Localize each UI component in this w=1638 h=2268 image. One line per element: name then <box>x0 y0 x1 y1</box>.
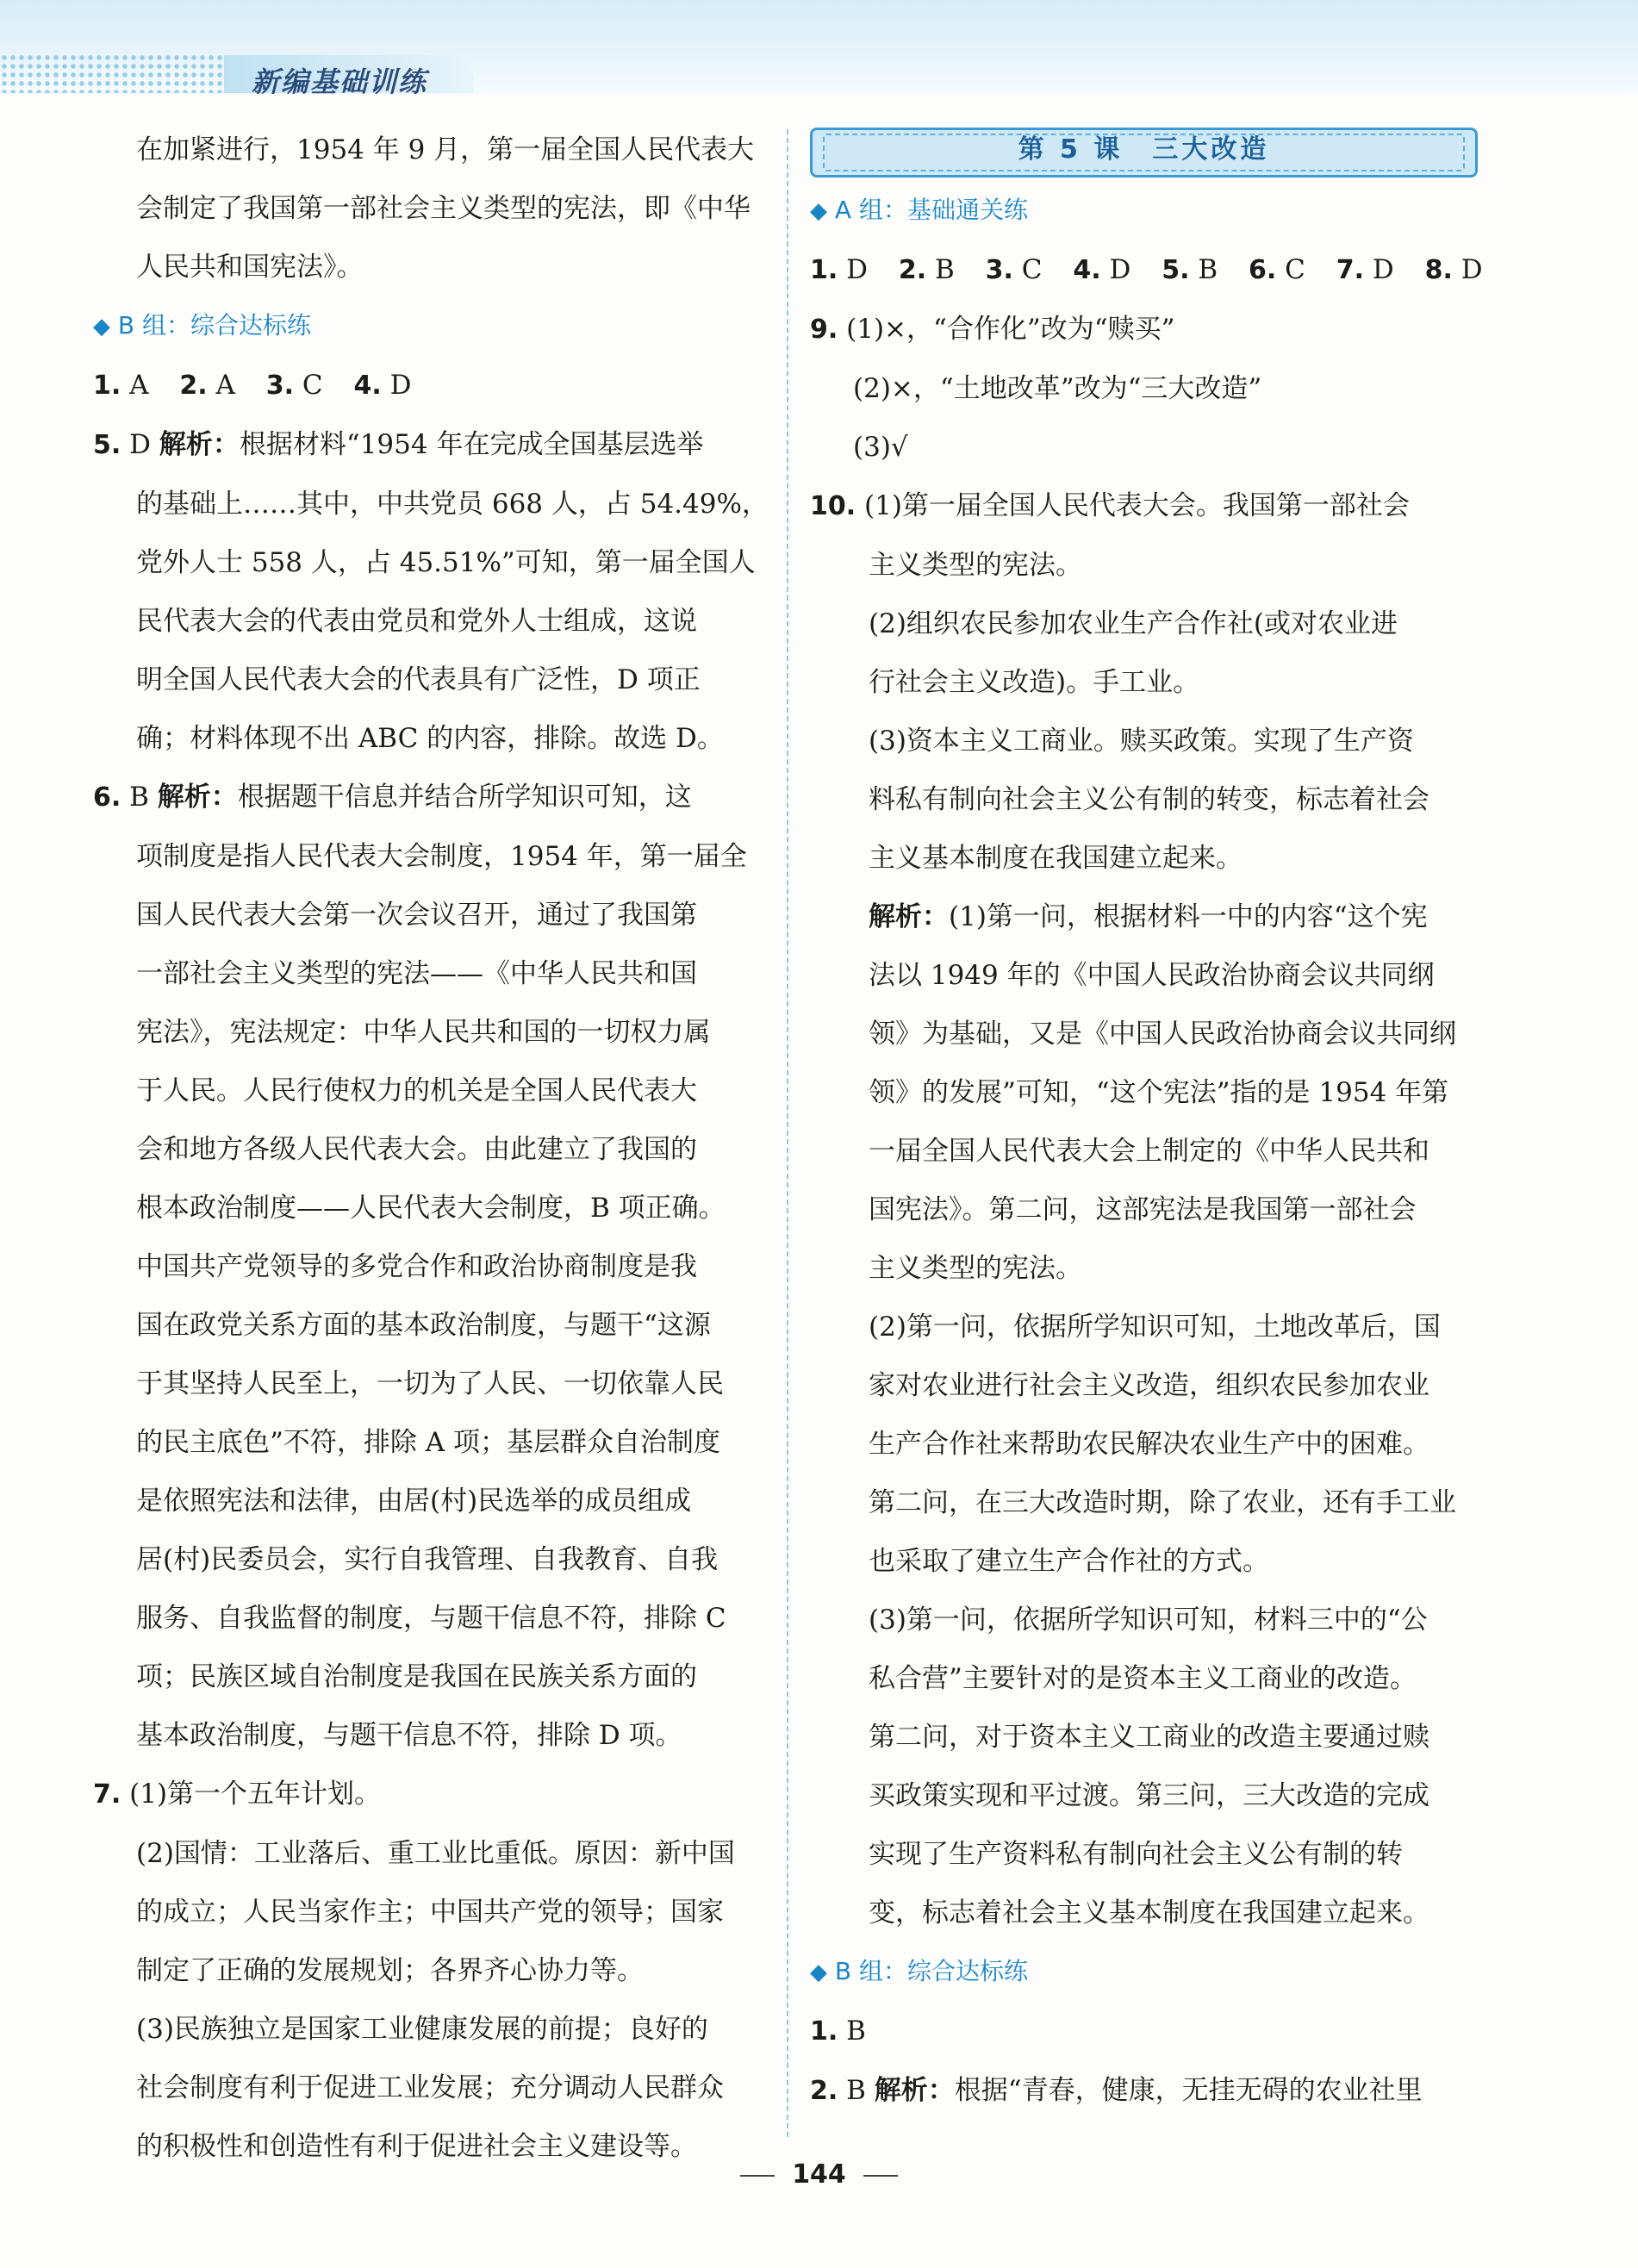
diamond-icon: ◆ <box>810 198 827 224</box>
header-dot-pattern <box>0 53 224 93</box>
q6-line: 居(村)民委员会，实行自我管理、自我教育、自我 <box>136 1544 719 1575</box>
q6-line: 国人民代表大会第一次会议召开，通过了我国第 <box>136 900 697 931</box>
question-number: 5. <box>93 430 121 460</box>
question-number: 1. <box>810 255 838 285</box>
q10-line: 行社会主义改造)。手工业。 <box>869 667 1200 698</box>
mc-answers-row <box>93 356 761 415</box>
q10-line: 料私有制向社会主义公有制的转变，标志着社会 <box>869 784 1429 815</box>
answer: C <box>1021 254 1043 285</box>
answer: B <box>846 2075 866 2106</box>
q7-line: 的成立；人民当家作主；中国共产党的领导；国家 <box>136 1897 724 1928</box>
lesson-title: 第 5 课 三大改造 <box>1018 134 1270 165</box>
q5-line: 党外人士 558 人，占 45.51%”可知，第一届全国人 <box>136 547 756 578</box>
group-a-heading <box>810 181 1478 240</box>
q10-analysis-line: 买政策实现和平过渡。第三问，三大改造的完成 <box>869 1780 1429 1811</box>
answer: B <box>1198 254 1218 285</box>
q6-line: 项；民族区域自治制度是我国在民族关系方面的 <box>136 1661 697 1692</box>
page-number-dash <box>740 2175 775 2177</box>
intro-line: 人民共和国宪法》。 <box>136 252 364 283</box>
q10-analysis-line: 领》为基础，又是《中国人民政治协商会议共同纲 <box>869 1019 1456 1050</box>
group-b-heading-text: B 组：综合达标练 <box>834 1957 1029 1985</box>
analysis-label: 解析： <box>157 782 238 813</box>
q10-analysis-line: 也采取了建立生产合作社的方式。 <box>869 1546 1269 1577</box>
answer: B <box>846 2016 866 2047</box>
question-number: 6. <box>93 782 121 813</box>
answer: B <box>129 782 149 813</box>
q6-line: 于其坚持人民至上，一切为了人民、一切依靠人民 <box>136 1368 724 1399</box>
q9-line: (3)√ <box>853 432 908 463</box>
q10-line: (2)组织农民参加农业生产合作社(或对农业进 <box>869 608 1398 639</box>
answer: D <box>389 370 412 401</box>
q7-first-line <box>93 1765 761 1824</box>
answer: D <box>1109 254 1131 285</box>
analysis-label: 解析： <box>874 2075 955 2106</box>
q10-analysis-line: 第二问，对于资本主义工商业的改造主要通过赎 <box>869 1722 1429 1753</box>
book-title: 新编基础训练 <box>252 65 428 98</box>
analysis-text: (1)第一问，根据材料一中的内容“这个宪 <box>949 901 1428 932</box>
question-number: 9. <box>810 315 838 345</box>
q9-first-line <box>810 300 1478 359</box>
analysis-text: 根据材料“1954 年在完成全国基层选举 <box>239 429 704 460</box>
q10-analysis-line: 一届全国人民代表大会上制定的《中华人民共和 <box>869 1136 1429 1167</box>
q5-first-line <box>93 415 761 475</box>
q5-line: 民代表大会的代表由党员和党外人士组成，这说 <box>136 606 697 637</box>
q6-line: 项制度是指人民代表大会制度，1954 年，第一届全 <box>136 841 747 872</box>
q6-line: 中国共产党领导的多党合作和政治协商制度是我 <box>136 1251 697 1282</box>
question-number: 8. <box>1424 255 1453 285</box>
q7-line: 的积极性和创造性有利于促进社会主义建设等。 <box>136 2131 697 2162</box>
question-number: 5. <box>1162 255 1190 285</box>
q6-line: 国在政党关系方面的基本政治制度，与题干“这源 <box>136 1310 711 1341</box>
question-number: 3. <box>985 255 1013 285</box>
page-number-dash <box>863 2175 898 2177</box>
q7-part: (1)第一个五年计划。 <box>129 1779 382 1810</box>
question-number: 1. <box>93 371 121 401</box>
b2-line <box>810 2061 1478 2121</box>
q9-line: (2)×，“土地改革”改为“三大改造” <box>853 373 1262 404</box>
question-number: 2. <box>179 371 208 401</box>
q7-line: (3)民族独立是国家工业健康发展的前提；良好的 <box>136 2014 708 2045</box>
q6-line: 的民主底色”不符，排除 A 项；基层群众自治制度 <box>136 1427 720 1458</box>
q10-analysis-line: (3)第一问，依据所学知识可知，材料三中的“公 <box>869 1604 1428 1636</box>
q6-line: 是依照宪法和法律，由居(村)民选举的成员组成 <box>136 1486 692 1517</box>
question-number: 7. <box>1336 255 1365 285</box>
group-b-heading <box>810 1942 1478 2002</box>
question-number: 4. <box>353 371 382 401</box>
q10-analysis-line: 生产合作社来帮助农民解决农业生产中的困难。 <box>869 1429 1429 1460</box>
left-column <box>93 121 769 2176</box>
analysis-text: 根据题干信息并结合所学知识可知，这 <box>237 782 692 813</box>
column-divider <box>787 129 788 2137</box>
answer: B <box>935 254 955 285</box>
q6-line: 于人民。人民行使权力的机关是全国人民代表大 <box>136 1075 697 1106</box>
q6-line: 一部社会主义类型的宪法——《中华人民共和国 <box>136 958 697 989</box>
answer: A <box>129 370 149 401</box>
q5-line: 的基础上……其中，中共党员 668 人，占 54.49%， <box>136 489 769 520</box>
answer: C <box>1285 254 1305 285</box>
q10-analysis-line: 国宪法》。第二问，这部宪法是我国第一部社会 <box>869 1194 1417 1225</box>
question-number: 2. <box>810 2076 838 2106</box>
question-number: 1. <box>810 2016 838 2047</box>
page-number-text: 144 <box>792 2159 846 2190</box>
q9-part: (1)×，“合作化”改为“赎买” <box>846 314 1175 345</box>
q6-line: 会和地方各级人民代表大会。由此建立了我国的 <box>136 1134 697 1165</box>
mc-answers-row <box>810 240 1483 300</box>
group-b-heading <box>93 296 761 356</box>
q10-line: 主义基本制度在我国建立起来。 <box>869 843 1243 874</box>
q7-line: 制定了正确的发展规划；各界齐心协力等。 <box>136 1955 644 1986</box>
q6-first-line <box>93 768 761 827</box>
right-column <box>810 121 1483 2121</box>
q7-line: (2)国情：工业落后、重工业比重低。原因：新中国 <box>136 1838 735 1869</box>
q10-analysis-line: 第二问，在三大改造时期，除了农业，还有手工业 <box>869 1487 1456 1518</box>
lesson-banner <box>810 128 1478 178</box>
q10-analysis-line: 法以 1949 年的《中国人民政治协商会议共同纲 <box>869 960 1435 991</box>
q5-line: 确；材料体现不出 ABC 的内容，排除。故选 D。 <box>136 723 724 754</box>
intro-line: 会制定了我国第一部社会主义类型的宪法，即《中华 <box>136 193 750 224</box>
question-number: 7. <box>93 1779 121 1810</box>
q10-line: (3)资本主义工商业。赎买政策。实现了生产资 <box>869 726 1414 757</box>
intro-line: 在加紧进行，1954 年 9 月，第一届全国人民代表大 <box>136 134 755 165</box>
answer: D <box>1372 254 1394 285</box>
analysis-label: 解析： <box>869 901 949 932</box>
q10-line: 主义类型的宪法。 <box>869 550 1082 581</box>
analysis-label: 解析： <box>159 429 240 460</box>
answer: D <box>846 254 868 285</box>
question-number: 3. <box>265 371 295 401</box>
q10-part: (1)第一届全国人民代表大会。我国第一部社会 <box>864 490 1410 521</box>
q10-analysis-line: 实现了生产资料私有制向社会主义公有制的转 <box>869 1839 1403 1870</box>
q10-first-line <box>810 477 1478 536</box>
answer: D <box>129 429 151 460</box>
q10-analysis-line: 领》的发展”可知，“这个宪法”指的是 1954 年第 <box>869 1077 1449 1108</box>
q10-analysis-line: 主义类型的宪法。 <box>869 1253 1082 1284</box>
q10-analysis-line: (2)第一问，依据所学知识可知，土地改革后，国 <box>869 1312 1441 1343</box>
question-number: 6. <box>1249 255 1277 285</box>
q10-analysis-line: 变，标志着社会主义基本制度在我国建立起来。 <box>869 1897 1429 1928</box>
q7-line: 社会制度有利于促进工业发展；充分调动人民群众 <box>136 2072 724 2103</box>
answer: A <box>215 370 235 401</box>
answer: D <box>1460 254 1483 285</box>
q10-analysis-line: 家对农业进行社会主义改造，组织农民参加农业 <box>869 1370 1429 1401</box>
group-b-heading-text: B 组：综合达标练 <box>117 311 312 340</box>
q6-line: 宪法》，宪法规定：中华人民共和国的一切权力属 <box>136 1017 711 1048</box>
q6-line: 基本政治制度，与题干信息不符，排除 D 项。 <box>136 1720 682 1751</box>
q10-analysis-line: 私合营”主要针对的是资本主义工商业的改造。 <box>869 1663 1417 1694</box>
analysis-text: 根据“青春，健康，无挂无碍的农业社里 <box>954 2075 1423 2106</box>
q5-line: 明全国人民代表大会的代表具有广泛性，D 项正 <box>136 664 701 695</box>
question-number: 10. <box>810 491 856 521</box>
diamond-icon: ◆ <box>810 1960 827 1985</box>
page-number <box>0 2159 1638 2190</box>
q6-line: 服务、自我监督的制度，与题干信息不符，排除 C <box>136 1603 726 1634</box>
q10-analysis-first-line <box>810 888 1478 946</box>
answer: C <box>302 370 323 401</box>
question-number: 2. <box>898 255 927 285</box>
b1-line <box>810 2002 1478 2061</box>
q6-line: 根本政治制度——人民代表大会制度，B 项正确。 <box>136 1193 726 1224</box>
group-a-heading-text: A 组：基础通关练 <box>834 196 1028 224</box>
question-number: 4. <box>1073 255 1101 285</box>
diamond-icon: ◆ <box>93 314 110 340</box>
